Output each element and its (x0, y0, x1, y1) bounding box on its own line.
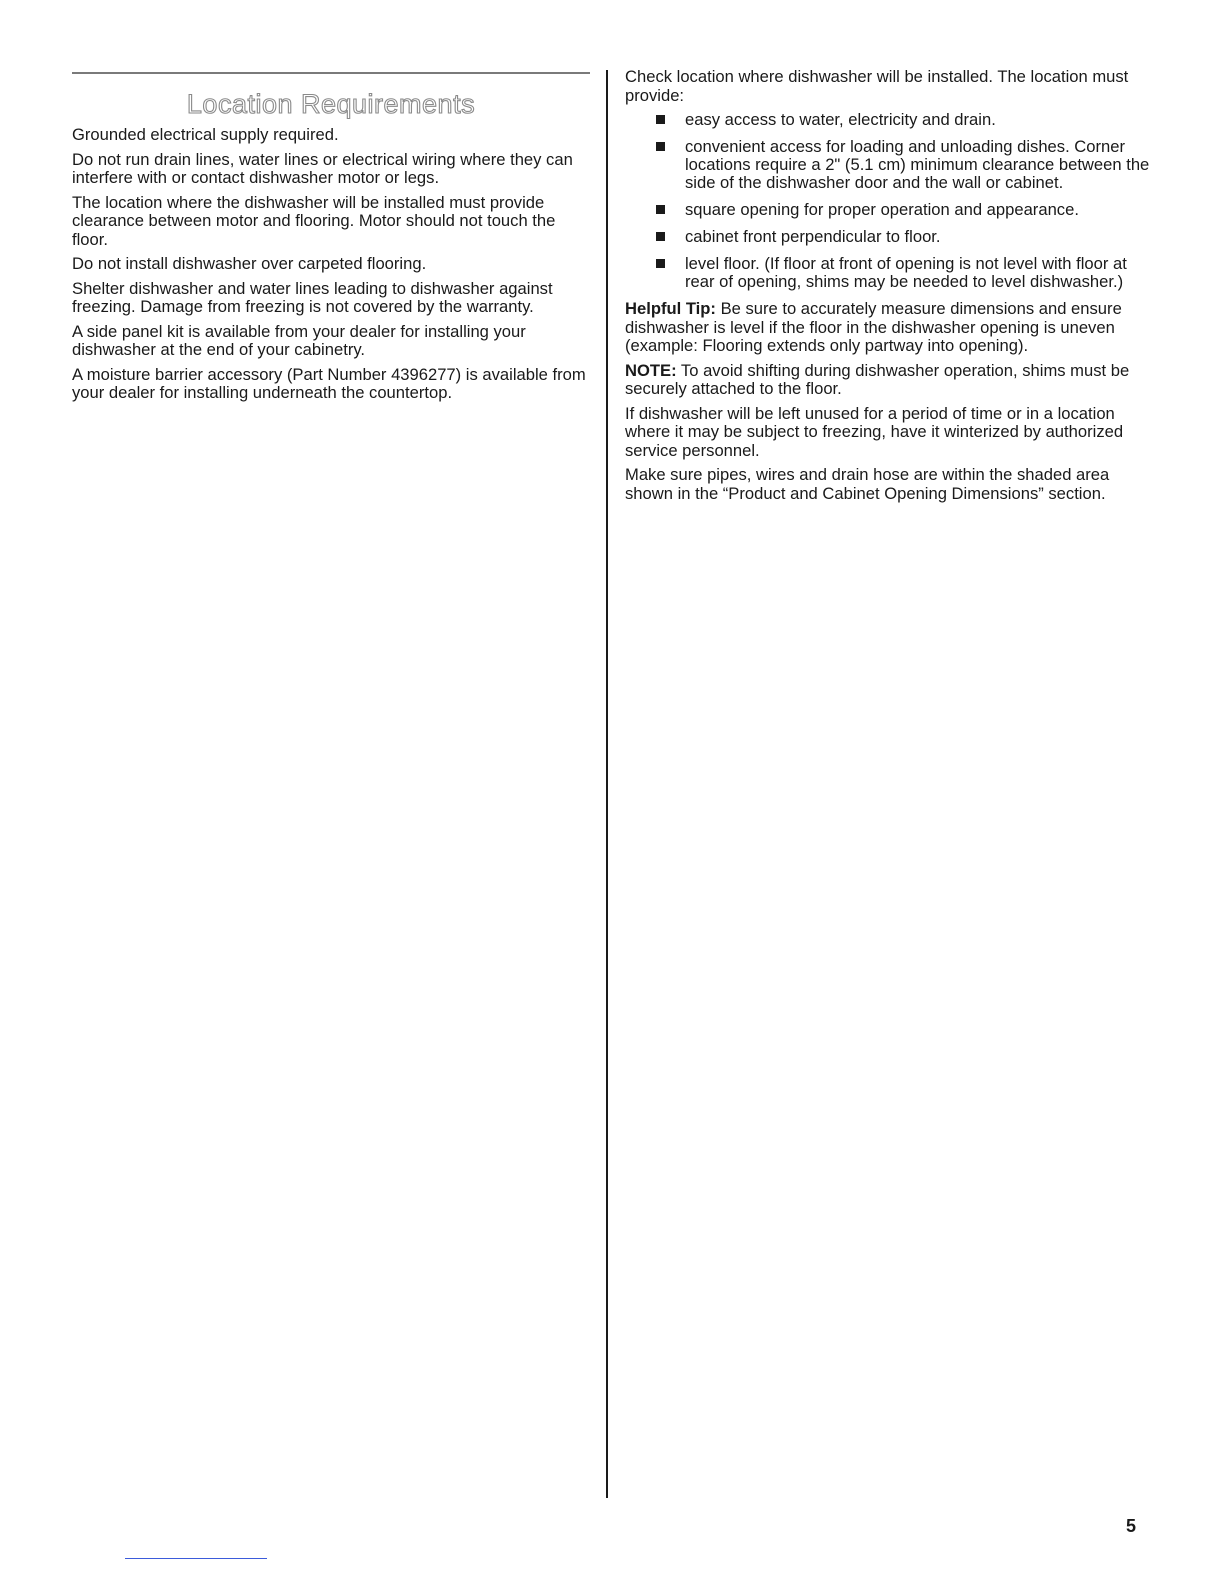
section-top-rule (72, 72, 590, 74)
note-label: NOTE: (625, 360, 677, 380)
left-column (72, 72, 590, 409)
list-item (625, 255, 1150, 291)
square-bullet-icon (656, 232, 665, 241)
list-item-text: cabinet front perpendicular to floor. (685, 227, 941, 246)
column-divider (606, 70, 608, 1498)
footer-rule (125, 1558, 267, 1559)
square-bullet-icon (656, 115, 665, 124)
right-column (625, 68, 1150, 509)
paragraph-moisture-barrier: A moisture barrier accessory (Part Number 4396277) is available from your dealer for installing underneath the countertop. (72, 364, 586, 402)
paragraph-freezing: Shelter dishwasher and water lines leading to dishwasher against freezing. Damage from freezing is not covered by the warranty. (72, 278, 553, 316)
paragraph-check-location: Check location where dishwasher will be installed. The location must provide: (625, 67, 1129, 105)
paragraph-helpful-tip (625, 300, 1150, 356)
section-title: Location Requirements (186, 89, 476, 119)
list-item (625, 111, 1150, 129)
list-item (625, 228, 1150, 246)
paragraph-winterize: If dishwasher will be left unused for a period of time or in a location where it may be subject to freezing, have it winterized by authorized service personnel. (625, 403, 1124, 460)
requirements-list (625, 111, 1150, 291)
list-item-text: convenient access for loading and unloading dishes. Corner locations require a 2" (5.1 cm) minimum clearance between the side of the dishwasher door and the wall or cabinet. (685, 137, 1150, 192)
square-bullet-icon (656, 259, 665, 268)
list-item (625, 138, 1150, 192)
paragraph-side-panel-kit: A side panel kit is available from your dealer for installing your dishwasher at the end of your cabinetry. (72, 321, 526, 359)
note-text: To avoid shifting during dishwasher operation, shims must be securely attached to the floor. (625, 360, 1130, 398)
paragraph-shaded-area: Make sure pipes, wires and drain hose are within the shaded area shown in the “Product and Cabinet Opening Dimensions” section. (625, 465, 1110, 503)
helpful-tip-text: Be sure to accurately measure dimensions and ensure dishwasher is level if the floor in the dishwasher opening is uneven (example: Flooring extends only partway into opening). (625, 299, 1122, 355)
square-bullet-icon (656, 142, 665, 151)
paragraph-note (625, 362, 1150, 399)
paragraph-motor-clearance: The location where the dishwasher will be installed must provide clearance between motor and flooring. Motor should not touch the floor. (72, 192, 556, 249)
paragraph-carpeted-flooring: Do not install dishwasher over carpeted flooring. (72, 254, 427, 273)
page-number: 5 (1126, 1516, 1137, 1536)
list-item-text: easy access to water, electricity and drain. (685, 110, 996, 129)
helpful-tip-label: Helpful Tip: (625, 299, 716, 318)
list-item (625, 201, 1150, 219)
list-item-text: square opening for proper operation and appearance. (685, 200, 1079, 219)
square-bullet-icon (656, 205, 665, 214)
list-item-text: level floor. (If floor at front of opening is not level with floor at rear of opening, shims may be needed to level dishwasher.) (685, 254, 1127, 291)
paragraph-drain-lines: Do not run drain lines, water lines or electrical wiring where they can interfere with or contact dishwasher motor or legs. (72, 149, 573, 187)
paragraph-grounded-supply: Grounded electrical supply required. (72, 125, 339, 144)
